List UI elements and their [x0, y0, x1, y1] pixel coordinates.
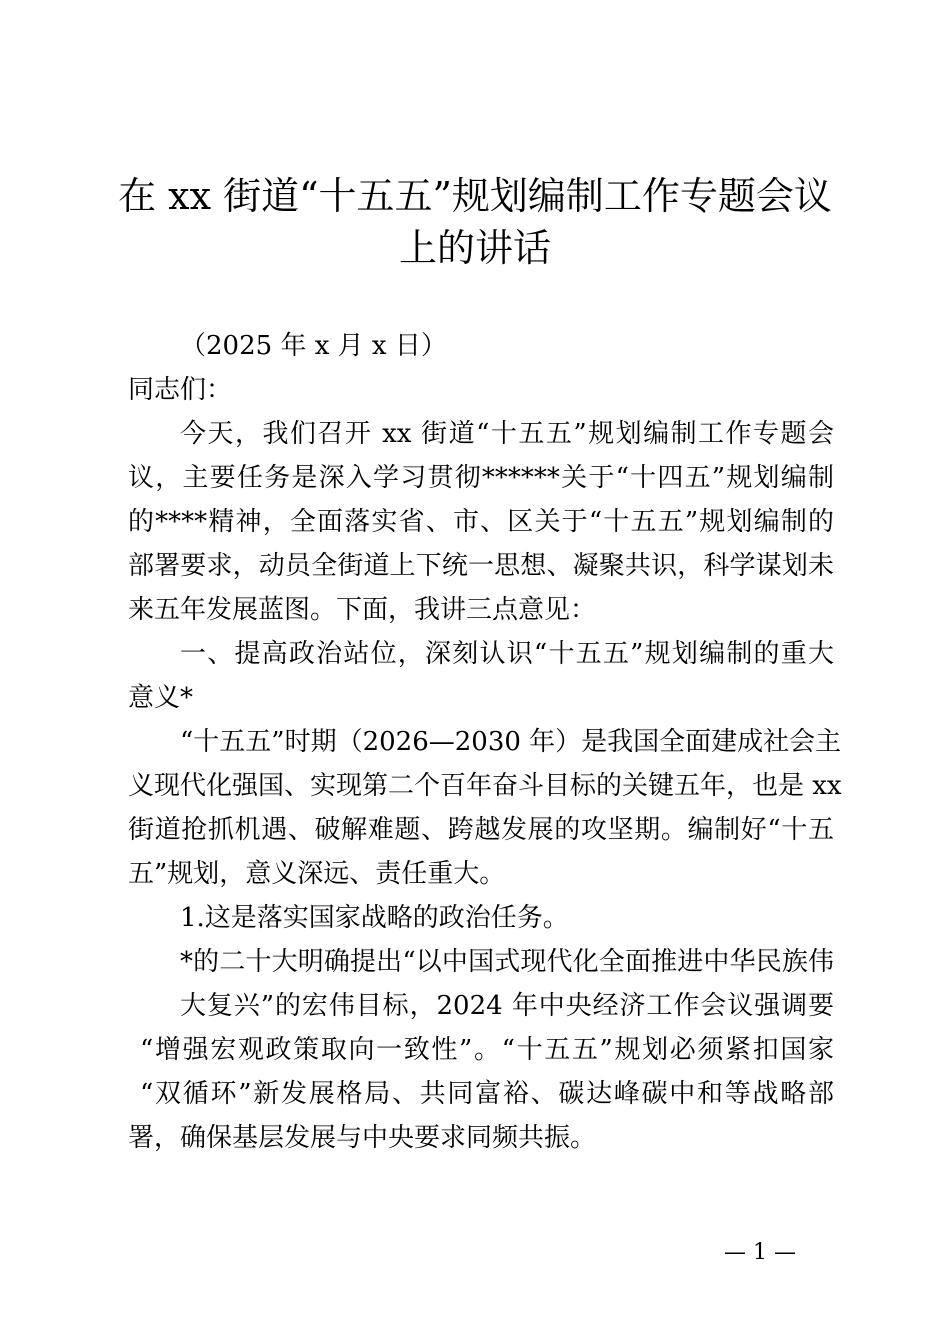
page-number: — 1 —: [724, 1240, 796, 1265]
body-line: 署，确保基层发展与中央要求同频共振。: [128, 1123, 597, 1153]
body-line: 来五年发展蓝图。下面，我讲三点意见：: [128, 595, 597, 625]
body-line: 部署要求，动员全街道上下统一思想、凝聚共识，科学谋划未: [128, 551, 834, 581]
section-heading-continued: 意义*: [128, 683, 194, 713]
body-line: 的****精神，全面落实省、市、区关于“十五五”规划编制的: [128, 507, 834, 537]
body-line: 今天，我们召开 xx 街道“十五五”规划编制工作专题会: [180, 419, 834, 449]
body-line: 义现代化强国、实现第二个百年奋斗目标的关键五年，也是 xx: [128, 771, 842, 801]
body-line: 大复兴”的宏伟目标，2024 年中央经济工作会议强调要: [180, 991, 834, 1021]
body-line: *的二十大明确提出“以中国式现代化全面推进中华民族伟: [180, 947, 834, 977]
body-line: “十五五”时期（2026—2030 年）是我国全面建成社会主: [180, 727, 842, 757]
salutation: 同志们：: [128, 375, 233, 405]
body-line: “双循环”新发展格局、共同富裕、碳达峰碳中和等战略部: [140, 1079, 834, 1109]
subsection-heading: 1.这是落实国家战略的政治任务。: [180, 903, 569, 933]
body-line: “增强宏观政策取向一致性”。“十五五”规划必须紧扣国家: [140, 1035, 834, 1065]
body-line: 议，主要任务是深入学习贯彻******关于“十四五”规划编制: [128, 463, 834, 493]
date-line: （2025 年 x 月 x 日）: [180, 331, 447, 361]
section-heading: 一、提高政治站位，深刻认识“十五五”规划编制的重大: [180, 639, 834, 669]
title-line-1: 在 xx 街道“十五五”规划编制工作专题会议: [118, 174, 832, 218]
title-line-2: 上的讲话: [398, 226, 551, 270]
body-line: 五”规划，意义深远、责任重大。: [128, 859, 506, 889]
document-title: [110, 170, 840, 274]
body-line: 街道抢抓机遇、破解难题、跨越发展的攻坚期。编制好“十五: [128, 815, 834, 845]
